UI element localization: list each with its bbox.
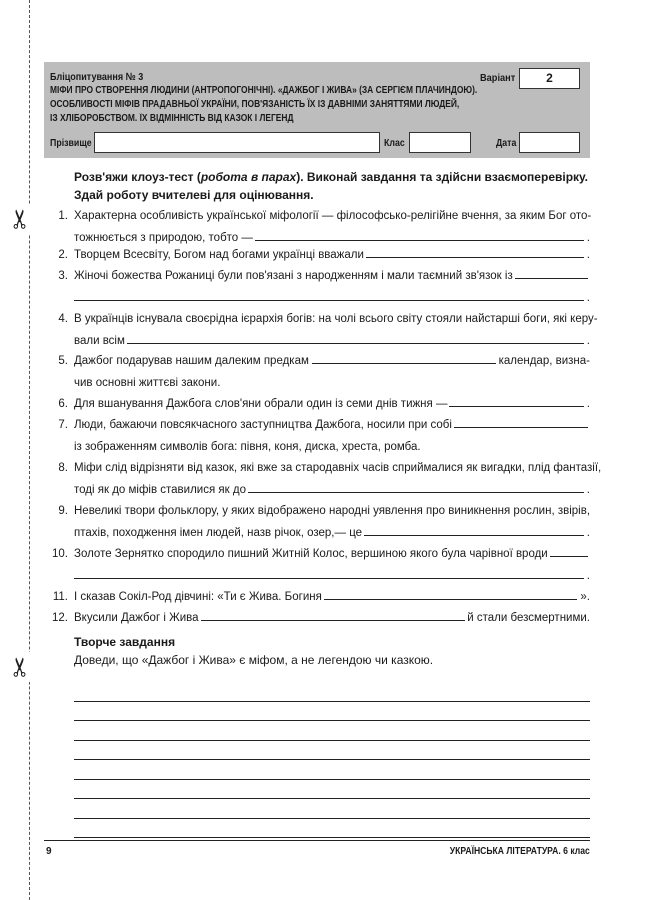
- writing-line[interactable]: [74, 760, 590, 780]
- answer-blank[interactable]: [366, 244, 584, 258]
- surname-field[interactable]: [94, 132, 380, 153]
- answer-blank[interactable]: [74, 287, 584, 301]
- answer-blank[interactable]: [364, 522, 584, 536]
- writing-line[interactable]: [74, 780, 590, 800]
- class-field[interactable]: [409, 132, 471, 153]
- creative-task: [74, 633, 590, 669]
- book-title: УКРАЇНСЬКА ЛІТЕРАТУРА. 6 клас: [450, 846, 590, 857]
- answer-blank[interactable]: [201, 607, 466, 621]
- instruction: Розв'яжи клоуз-тест (робота в парах). Виконай завдання та здійсни взаємоперевірку. Здай роботу вчителеві для оцінювання.: [74, 170, 588, 202]
- page-number: 9: [46, 846, 52, 857]
- answer-blank[interactable]: [74, 565, 584, 579]
- surname-label: Прізвище: [50, 138, 92, 149]
- writing-line[interactable]: [74, 741, 590, 761]
- writing-area[interactable]: [74, 682, 590, 838]
- writing-line[interactable]: [74, 702, 590, 722]
- topic-line: ІЗ ХЛІБОРОБСТВОМ. ЇХ ВІДМІННІСТЬ ВІД КАЗОК І ЛЕГЕНД: [50, 113, 294, 124]
- topic-line: ОСОБЛИВОСТІ МІФІВ ПРАДАВНЬОЇ УКРАЇНИ, ПОВ'ЯЗАНІСТЬ ЇХ ІЗ ДАВНІМИ ЗАНЯТТЯМИ ЛЮДЕЙ,: [50, 99, 460, 110]
- quiz-header: [44, 62, 590, 158]
- writing-line[interactable]: [74, 819, 590, 839]
- variant-label: Варіант: [480, 72, 516, 84]
- answer-blank[interactable]: [127, 330, 584, 344]
- topic-line: МІФИ ПРО СТВОРЕННЯ ЛЮДИНИ (АНТРОПОГОНІЧНІ). «ДАЖБОГ І ЖИВА» (ЗА СЕРГІЄМ ПЛАЧИНДОЮ).: [50, 85, 478, 96]
- writing-line[interactable]: [74, 721, 590, 741]
- class-label: Клас: [384, 138, 405, 149]
- answer-blank[interactable]: [248, 479, 584, 493]
- date-label: Дата: [496, 138, 517, 149]
- cut-line: [29, 0, 30, 900]
- answer-blank[interactable]: [255, 227, 584, 241]
- scissors-icon: ✂: [8, 652, 38, 682]
- writing-line[interactable]: [74, 682, 590, 702]
- variant-value: 2: [519, 68, 580, 89]
- scissors-icon: ✂: [8, 204, 38, 234]
- answer-blank[interactable]: [550, 543, 588, 557]
- creative-prompt: Доведи, що «Дажбог і Жива» є міфом, а не легендою чи казкою.: [74, 653, 434, 667]
- quiz-title: Бліцопитування № 3: [50, 71, 144, 83]
- page-footer: [44, 840, 590, 860]
- writing-line[interactable]: [74, 799, 590, 819]
- answer-blank[interactable]: [312, 350, 496, 364]
- answer-blank[interactable]: [324, 586, 578, 600]
- answer-blank[interactable]: [515, 265, 588, 279]
- answer-blank[interactable]: [454, 414, 588, 428]
- answer-blank[interactable]: [449, 393, 583, 407]
- creative-title: Творче завдання: [74, 635, 176, 649]
- date-field[interactable]: [519, 132, 580, 153]
